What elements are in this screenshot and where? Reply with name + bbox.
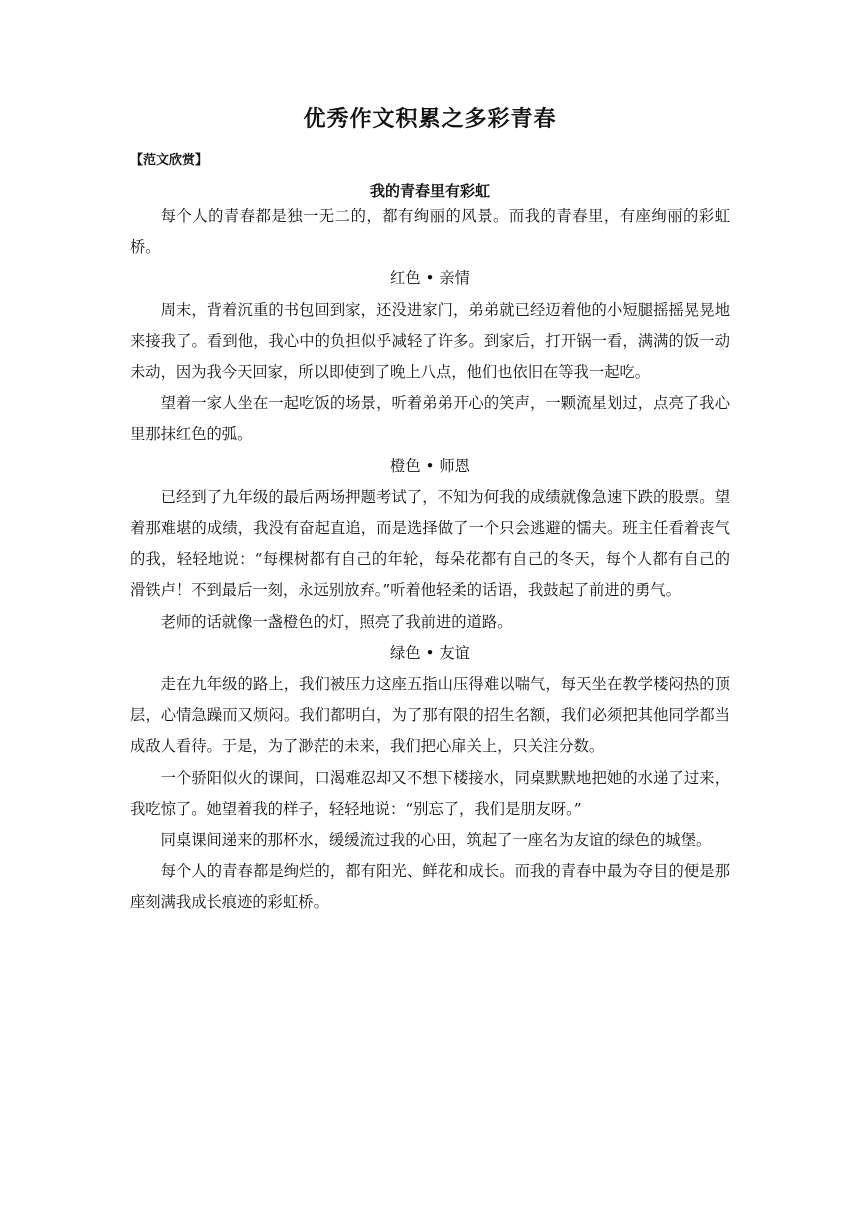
essay-conclusion-paragraph: 每个人的青春都是绚烂的，都有阳光、鲜花和成长。而我的青春中最为夺目的便是那座刻满我成长痕迹的彩虹桥。 <box>130 862 730 912</box>
essay-title: 我的青春里有彩虹 <box>369 182 490 200</box>
section-heading-orange: 橙色 • 师恩 <box>390 456 470 475</box>
red-paragraph-1: 周末，背着沉重的书包回到家，还没进家门，弟弟就已经迈着他的小短腿摇摇晃晃地来接我了。看到他，我心中的负担似乎减轻了许多。到家后，打开锅一看，满满的饭一动未动，因为我今天回家，所以即使到了晚上八点，他们也依旧在等我一起吃。 <box>130 300 730 382</box>
essay-body <box>130 201 730 919</box>
orange-paragraph-1: 已经到了九年级的最后两场押题考试了，不知为何我的成绩就像急速下跌的股票。望着那难堪的成绩，我没有奋起直追，而是选择做了一个只会逃避的懦夫。班主任看着丧气的我，轻轻地说：“每棵树都有自己的年轮，每朵花都有自己的冬天，每个人都有自己的滑铁卢！不到最后一刻，永远别放弃。”听着他轻柔的话语，我鼓起了前进的勇气。 <box>130 487 730 600</box>
red-paragraph-2: 望着一家人坐在一起吃饭的场景，听着弟弟开心的笑声，一颗流星划过，点亮了我心里那抹红色的弧。 <box>130 394 730 444</box>
green-paragraph-3: 同桌课间递来的那杯水，缓缓流过我的心田，筑起了一座名为友谊的绿色的城堡。 <box>160 831 712 850</box>
green-paragraph-2: 一个骄阳似火的课间，口渴难忍却又不想下楼接水，同桌默默地把她的水递了过来，我吃惊了。她望着我的样子，轻轻地说：“别忘了，我们是朋友呀。” <box>130 768 730 818</box>
section-heading-green: 绿色 • 友谊 <box>390 643 470 662</box>
orange-paragraph-2: 老师的话就像一盏橙色的灯，照亮了我前进的道路。 <box>160 612 513 631</box>
essay-intro-paragraph: 每个人的青春都是独一无二的，都有绚丽的风景。而我的青春里，有座绚丽的彩虹桥。 <box>130 207 730 257</box>
section-label: 【范文欣赏】 <box>130 153 209 168</box>
document-title: 优秀作文积累之多彩青春 <box>303 107 557 132</box>
green-paragraph-1: 走在九年级的路上，我们被压力这座五指山压得难以喘气，每天坐在教学楼闷热的顶层，心情急躁而又烦闷。我们都明白，为了那有限的招生名额，我们必须把其他同学都当成敌人看待。于是，为了渺茫的未来，我们把心扉关上，只关注分数。 <box>130 675 730 756</box>
section-heading-red: 红色 • 亲情 <box>390 269 470 288</box>
